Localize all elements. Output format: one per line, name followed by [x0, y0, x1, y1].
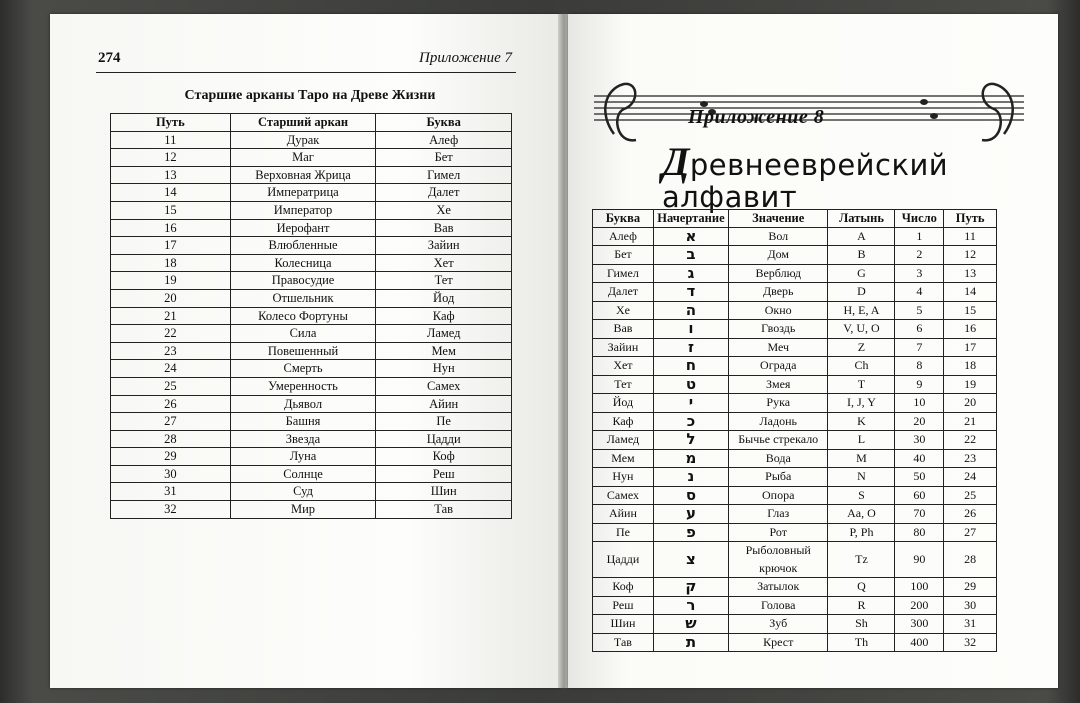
letter-name-cell: Ламед	[593, 431, 654, 450]
table-row	[111, 465, 512, 483]
latin-cell: L	[828, 431, 895, 450]
arcana-cell: Дурак	[230, 131, 376, 149]
path-cell: 25	[944, 486, 997, 505]
header-rule	[96, 72, 516, 73]
table-row	[593, 320, 997, 339]
number-cell: 70	[895, 505, 944, 524]
path-cell: 11	[111, 131, 231, 149]
meaning-cell: Меч	[729, 338, 828, 357]
path-cell: 31	[111, 483, 231, 501]
col-header-latin: Латынь	[828, 210, 895, 228]
arcana-cell: Правосудие	[230, 272, 376, 290]
table-row	[593, 615, 997, 634]
latin-cell: Tz	[828, 542, 895, 578]
alphabet-header-row	[593, 210, 997, 228]
table-row	[593, 227, 997, 246]
path-cell: 30	[944, 596, 997, 615]
page-title	[662, 139, 949, 214]
number-cell: 100	[895, 578, 944, 597]
title-line1: ревнееврейский	[689, 148, 949, 182]
path-cell: 19	[111, 272, 231, 290]
latin-cell: Ch	[828, 357, 895, 376]
letter-name-cell: Далет	[593, 283, 654, 302]
table-row	[593, 596, 997, 615]
table-row	[593, 283, 997, 302]
latin-cell: Q	[828, 578, 895, 597]
glyph-cell: ה	[653, 301, 728, 320]
number-cell: 50	[895, 468, 944, 487]
path-cell: 17	[944, 338, 997, 357]
path-cell: 16	[111, 219, 231, 237]
number-cell: 10	[895, 394, 944, 413]
glyph-cell: ד	[653, 283, 728, 302]
path-cell: 15	[111, 201, 231, 219]
letter-cell: Гимел	[376, 166, 512, 184]
glyph-cell: ט	[653, 375, 728, 394]
latin-cell: B	[828, 246, 895, 265]
table-row	[593, 431, 997, 450]
table-row	[111, 360, 512, 378]
path-cell: 11	[944, 227, 997, 246]
letter-cell: Алеф	[376, 131, 512, 149]
table-row	[593, 468, 997, 487]
arcana-cell: Мир	[230, 501, 376, 519]
glyph-cell: ס	[653, 486, 728, 505]
glyph-cell: כ	[653, 412, 728, 431]
path-cell: 21	[111, 307, 231, 325]
letter-name-cell: Коф	[593, 578, 654, 597]
table-row	[593, 264, 997, 283]
path-cell: 20	[944, 394, 997, 413]
table-row	[593, 449, 997, 468]
meaning-cell: Рот	[729, 523, 828, 542]
latin-cell: T	[828, 375, 895, 394]
letter-name-cell: Зайин	[593, 338, 654, 357]
letter-name-cell: Бет	[593, 246, 654, 265]
letter-cell: Коф	[376, 448, 512, 466]
arcana-cell: Маг	[230, 149, 376, 167]
table-row	[111, 342, 512, 360]
arcana-cell: Башня	[230, 413, 376, 431]
letter-cell: Пе	[376, 413, 512, 431]
meaning-cell: Окно	[729, 301, 828, 320]
letter-name-cell: Хе	[593, 301, 654, 320]
meaning-cell: Зуб	[729, 615, 828, 634]
path-cell: 26	[944, 505, 997, 524]
path-cell: 28	[944, 542, 997, 578]
path-cell: 13	[111, 166, 231, 184]
number-cell: 1	[895, 227, 944, 246]
path-cell: 29	[111, 448, 231, 466]
arcana-cell: Смерть	[230, 360, 376, 378]
number-cell: 9	[895, 375, 944, 394]
table-row	[593, 505, 997, 524]
letter-cell: Каф	[376, 307, 512, 325]
number-cell: 6	[895, 320, 944, 339]
glyph-cell: י	[653, 394, 728, 413]
letter-cell: Реш	[376, 465, 512, 483]
path-cell: 27	[111, 413, 231, 431]
letter-name-cell: Пе	[593, 523, 654, 542]
meaning-cell: Верблюд	[729, 264, 828, 283]
letter-name-cell: Алеф	[593, 227, 654, 246]
number-cell: 90	[895, 542, 944, 578]
table-row	[111, 413, 512, 431]
meaning-cell: Дверь	[729, 283, 828, 302]
table-row	[593, 246, 997, 265]
path-cell: 21	[944, 412, 997, 431]
letter-cell: Тав	[376, 501, 512, 519]
meaning-cell: Глаз	[729, 505, 828, 524]
path-cell: 23	[111, 342, 231, 360]
number-cell: 60	[895, 486, 944, 505]
appendix-label: Приложение 8	[688, 106, 825, 128]
number-cell: 2	[895, 246, 944, 265]
letter-cell: Нун	[376, 360, 512, 378]
table-row	[111, 237, 512, 255]
latin-cell: K	[828, 412, 895, 431]
path-cell: 23	[944, 449, 997, 468]
meaning-cell: Опора	[729, 486, 828, 505]
letter-cell: Шин	[376, 483, 512, 501]
path-cell: 31	[944, 615, 997, 634]
title-line2: алфавит	[662, 180, 798, 214]
meaning-cell: Ограда	[729, 357, 828, 376]
arcana-cell: Колесница	[230, 254, 376, 272]
table-row	[111, 501, 512, 519]
arcana-table	[110, 113, 512, 519]
arcana-cell: Повешенный	[230, 342, 376, 360]
meaning-cell: Ладонь	[729, 412, 828, 431]
letter-name-cell: Тет	[593, 375, 654, 394]
table-row	[593, 523, 997, 542]
letter-name-cell: Гимел	[593, 264, 654, 283]
glyph-cell: ע	[653, 505, 728, 524]
latin-cell: Th	[828, 633, 895, 652]
path-cell: 12	[944, 246, 997, 265]
number-cell: 200	[895, 596, 944, 615]
number-cell: 80	[895, 523, 944, 542]
number-cell: 20	[895, 412, 944, 431]
arcana-cell: Умеренность	[230, 377, 376, 395]
table-row	[111, 184, 512, 202]
col-header-meaning: Значение	[729, 210, 828, 228]
glyph-cell: ב	[653, 246, 728, 265]
letter-cell: Мем	[376, 342, 512, 360]
arcana-header-row	[111, 114, 512, 132]
latin-cell: A	[828, 227, 895, 246]
table-row	[111, 430, 512, 448]
meaning-cell: Гвоздь	[729, 320, 828, 339]
meaning-cell: Затылок	[729, 578, 828, 597]
table-row	[111, 289, 512, 307]
path-cell: 26	[111, 395, 231, 413]
path-cell: 14	[111, 184, 231, 202]
meaning-cell: Бычье стрекало	[729, 431, 828, 450]
letter-cell: Зайин	[376, 237, 512, 255]
col-header-arcana: Старший аркан	[230, 114, 376, 132]
left-page	[50, 14, 560, 688]
path-cell: 13	[944, 264, 997, 283]
alphabet-table	[592, 209, 997, 652]
letter-cell: Далет	[376, 184, 512, 202]
letter-cell: Тет	[376, 272, 512, 290]
arcana-cell: Сила	[230, 325, 376, 343]
table-row	[593, 412, 997, 431]
meaning-cell: Рыба	[729, 468, 828, 487]
table-row	[111, 377, 512, 395]
arcana-cell: Солнце	[230, 465, 376, 483]
col-header-glyph: Начертание	[653, 210, 728, 228]
arcana-cell: Звезда	[230, 430, 376, 448]
number-cell: 300	[895, 615, 944, 634]
table-row	[593, 301, 997, 320]
path-cell: 22	[111, 325, 231, 343]
meaning-cell: Змея	[729, 375, 828, 394]
letter-name-cell: Йод	[593, 394, 654, 413]
glyph-cell: ת	[653, 633, 728, 652]
col-header-path: Путь	[111, 114, 231, 132]
table-row	[111, 307, 512, 325]
letter-name-cell: Реш	[593, 596, 654, 615]
glyph-cell: ר	[653, 596, 728, 615]
letter-name-cell: Айин	[593, 505, 654, 524]
number-cell: 3	[895, 264, 944, 283]
meaning-cell: Вол	[729, 227, 828, 246]
arcana-cell: Луна	[230, 448, 376, 466]
glyph-cell: ל	[653, 431, 728, 450]
path-cell: 20	[111, 289, 231, 307]
glyph-cell: ו	[653, 320, 728, 339]
table-row	[593, 394, 997, 413]
col-header-number: Число	[895, 210, 944, 228]
meaning-cell: Рука	[729, 394, 828, 413]
path-cell: 32	[111, 501, 231, 519]
path-cell: 30	[111, 465, 231, 483]
arcana-cell: Дьявол	[230, 395, 376, 413]
latin-cell: Sh	[828, 615, 895, 634]
col-header-letter-name: Буква	[593, 210, 654, 228]
table-row	[593, 486, 997, 505]
table-row	[111, 131, 512, 149]
glyph-cell: ג	[653, 264, 728, 283]
table-row	[111, 219, 512, 237]
latin-cell: Z	[828, 338, 895, 357]
letter-name-cell: Каф	[593, 412, 654, 431]
letter-cell: Айин	[376, 395, 512, 413]
number-cell: 5	[895, 301, 944, 320]
table-row	[593, 375, 997, 394]
path-cell: 24	[111, 360, 231, 378]
letter-name-cell: Тав	[593, 633, 654, 652]
letter-name-cell: Вав	[593, 320, 654, 339]
table-row	[593, 633, 997, 652]
glyph-cell: ח	[653, 357, 728, 376]
running-title: Приложение 7	[419, 50, 512, 66]
letter-cell: Хет	[376, 254, 512, 272]
meaning-cell: Голова	[729, 596, 828, 615]
glyph-cell: פ	[653, 523, 728, 542]
page-number: 274	[98, 50, 121, 66]
arcana-cell: Император	[230, 201, 376, 219]
latin-cell: V, U, O	[828, 320, 895, 339]
meaning-cell: Дом	[729, 246, 828, 265]
number-cell: 8	[895, 357, 944, 376]
path-cell: 28	[111, 430, 231, 448]
path-cell: 12	[111, 149, 231, 167]
right-page	[568, 14, 1058, 688]
path-cell: 24	[944, 468, 997, 487]
arcana-cell: Колесо Фортуны	[230, 307, 376, 325]
path-cell: 18	[944, 357, 997, 376]
letter-name-cell: Хет	[593, 357, 654, 376]
table-row	[111, 166, 512, 184]
glyph-cell: ז	[653, 338, 728, 357]
latin-cell: I, J, Y	[828, 394, 895, 413]
letter-cell: Ламед	[376, 325, 512, 343]
arcana-cell: Верховная Жрица	[230, 166, 376, 184]
glyph-cell: נ	[653, 468, 728, 487]
arcana-cell: Суд	[230, 483, 376, 501]
path-cell: 15	[944, 301, 997, 320]
latin-cell: R	[828, 596, 895, 615]
path-cell: 14	[944, 283, 997, 302]
table-row	[111, 254, 512, 272]
meaning-cell: Рыболовный крючок	[729, 542, 828, 578]
path-cell: 16	[944, 320, 997, 339]
letter-name-cell: Мем	[593, 449, 654, 468]
path-cell: 27	[944, 523, 997, 542]
table-row	[593, 338, 997, 357]
letter-name-cell: Цадди	[593, 542, 654, 578]
latin-cell: Aa, O	[828, 505, 895, 524]
latin-cell: G	[828, 264, 895, 283]
table-row	[593, 357, 997, 376]
number-cell: 400	[895, 633, 944, 652]
number-cell: 7	[895, 338, 944, 357]
path-cell: 18	[111, 254, 231, 272]
path-cell: 19	[944, 375, 997, 394]
latin-cell: P, Ph	[828, 523, 895, 542]
path-cell: 32	[944, 633, 997, 652]
letter-cell: Йод	[376, 289, 512, 307]
latin-cell: S	[828, 486, 895, 505]
latin-cell: H, E, A	[828, 301, 895, 320]
col-header-path: Путь	[944, 210, 997, 228]
path-cell: 29	[944, 578, 997, 597]
letter-cell: Цадди	[376, 430, 512, 448]
meaning-cell: Крест	[729, 633, 828, 652]
letter-cell: Вав	[376, 219, 512, 237]
glyph-cell: מ	[653, 449, 728, 468]
table-row	[593, 578, 997, 597]
arcana-table-title: Старшие арканы Таро на Древе Жизни	[184, 88, 436, 103]
arcana-cell: Отшельник	[230, 289, 376, 307]
table-row	[111, 448, 512, 466]
meaning-cell: Вода	[729, 449, 828, 468]
table-row	[111, 325, 512, 343]
letter-cell: Самех	[376, 377, 512, 395]
arcana-cell: Иерофант	[230, 219, 376, 237]
number-cell: 40	[895, 449, 944, 468]
table-row	[111, 201, 512, 219]
number-cell: 4	[895, 283, 944, 302]
col-header-letter: Буква	[376, 114, 512, 132]
arcana-cell: Влюбленные	[230, 237, 376, 255]
latin-cell: M	[828, 449, 895, 468]
table-row	[111, 483, 512, 501]
letter-name-cell: Нун	[593, 468, 654, 487]
letter-cell: Бет	[376, 149, 512, 167]
path-cell: 25	[111, 377, 231, 395]
path-cell: 22	[944, 431, 997, 450]
letter-name-cell: Шин	[593, 615, 654, 634]
path-cell: 17	[111, 237, 231, 255]
number-cell: 30	[895, 431, 944, 450]
table-row	[111, 149, 512, 167]
table-row	[111, 395, 512, 413]
table-row	[111, 272, 512, 290]
glyph-cell: צ	[653, 542, 728, 578]
arcana-cell: Императрица	[230, 184, 376, 202]
latin-cell: D	[828, 283, 895, 302]
latin-cell: N	[828, 468, 895, 487]
table-row	[593, 542, 997, 578]
glyph-cell: ק	[653, 578, 728, 597]
letter-cell: Хе	[376, 201, 512, 219]
title-initial: Д	[662, 139, 690, 184]
letter-name-cell: Самех	[593, 486, 654, 505]
glyph-cell: א	[653, 227, 728, 246]
glyph-cell: ש	[653, 615, 728, 634]
